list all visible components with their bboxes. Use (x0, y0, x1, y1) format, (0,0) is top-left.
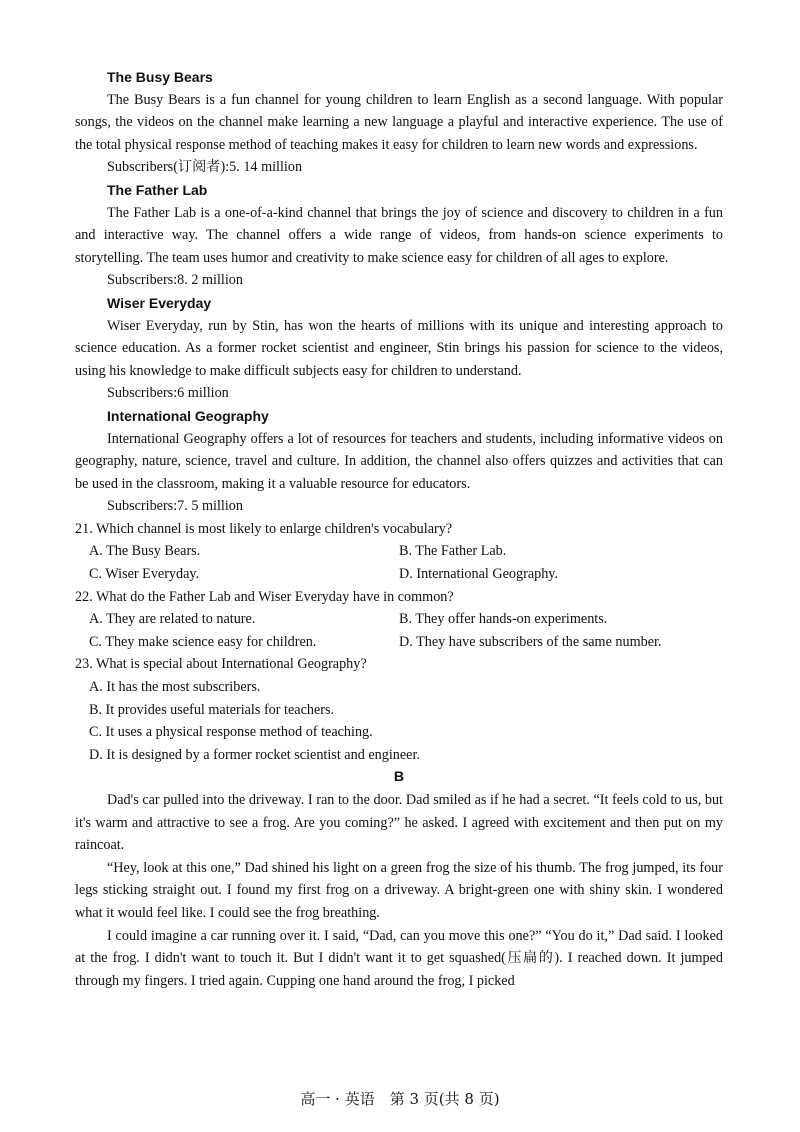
channel-title: The Busy Bears (107, 69, 213, 85)
channel-subscribers: Subscribers:8. 2 million (107, 272, 243, 289)
channel-description: Wiser Everyday, run by Stin, has won the hearts of millions with its unique and interesting approach to science education. As a former rocket scientist and engineer, Stin brings his passion for science to the videos, using his knowledge to make difficult subjects easy for children to understand. (75, 317, 723, 379)
story-paragraph: “Hey, look at this one,” Dad shined his light on a green frog the size of his thumb. The frog jumped, its four legs sticking straight out. I found my first frog on a driveway. A bright-green one with shiny skin. I wondered what it would feel like. I could see the frog breathing. (75, 859, 723, 921)
channel-description: The Father Lab is a one-of-a-kind channel that brings the joy of science and discovery to children in a fun and interactive way. The channel offers a wide range of videos, from hands-on science experiments to storytelling. The team uses humor and creativity to make science easy for children of all ages to explore. (75, 204, 723, 266)
option-d[interactable]: D. They have subscribers of the same number. (399, 633, 662, 650)
channel-title: International Geography (107, 407, 269, 424)
option-c[interactable]: C. Wiser Everyday. (89, 566, 200, 583)
channel-section (75, 292, 723, 405)
option-c[interactable]: C. It uses a physical response method of teaching. (89, 724, 373, 741)
option-b[interactable]: B. It provides useful materials for teachers. (89, 701, 335, 718)
question-21 (75, 518, 723, 586)
option-a[interactable]: A. It has the most subscribers. (89, 679, 261, 696)
channel-section (75, 66, 723, 179)
question-22 (75, 586, 723, 654)
part-b-heading: B (393, 769, 405, 786)
options-grid (75, 608, 723, 653)
question-23 (75, 653, 723, 766)
channel-title: Wiser Everyday (107, 294, 212, 311)
options-grid (75, 540, 723, 585)
channel-section (75, 179, 723, 292)
part-b (75, 766, 723, 992)
option-c[interactable]: C. They make science easy for children. (89, 633, 317, 650)
channel-title: The Father Lab (107, 181, 208, 198)
story-paragraph: Dad's car pulled into the driveway. I ran to the door. Dad smiled as if he had a secret. “It feels cold to us, but it's warm and attractive to see a frog. Are you coming?” he asked. I agreed with excitement and then put on my raincoat. (75, 792, 723, 854)
option-b[interactable]: B. The Father Lab. (399, 543, 507, 560)
channel-subscribers: Subscribers(订阅者):5. 14 million (107, 159, 303, 176)
option-d[interactable]: D. International Geography. (399, 566, 559, 583)
option-b[interactable]: B. They offer hands-on experiments. (399, 611, 608, 628)
question-stem: 23. What is special about International Geography? (75, 656, 367, 673)
story-paragraph: I could imagine a car running over it. I said, “Dad, can you move this one?” “You do it,” Dad said. I looked at the frog. I didn't want to touch it. But I didn't want it to get squashed(压扁的). I reached down. It jumped through my fingers. I tried again. Cupping one hand around the frog, I picked (75, 927, 723, 989)
channel-subscribers: Subscribers:6 million (107, 385, 229, 402)
channel-description: The Busy Bears is a fun channel for young children to learn English as a second language. With popular songs, the videos on the channel make learning a new language a playful and interactive experience. The use of the total physical response method of teaching makes it easy for children to learn new words and expressions. (75, 91, 723, 153)
option-a[interactable]: A. The Busy Bears. (89, 543, 201, 560)
options-list (75, 676, 723, 766)
question-stem: 21. Which channel is most likely to enlarge children's vocabulary? (75, 520, 453, 537)
channel-description: International Geography offers a lot of resources for teachers and students, including informative videos on geography, nature, science, travel and culture. In addition, the channel also offers quizzes and activities that can be used in the classroom, making it a valuable resource for educators. (75, 430, 723, 492)
option-d[interactable]: D. It is designed by a former rocket scientist and engineer. (89, 746, 420, 763)
question-stem: 22. What do the Father Lab and Wiser Everyday have in common? (75, 588, 454, 605)
channel-subscribers: Subscribers:7. 5 million (107, 498, 243, 515)
exam-page (75, 66, 723, 992)
option-a[interactable]: A. They are related to nature. (89, 611, 256, 628)
page-footer: 高一 · 英语 第 3 页(共 8 页) (300, 1090, 500, 1108)
channel-section (75, 405, 723, 518)
